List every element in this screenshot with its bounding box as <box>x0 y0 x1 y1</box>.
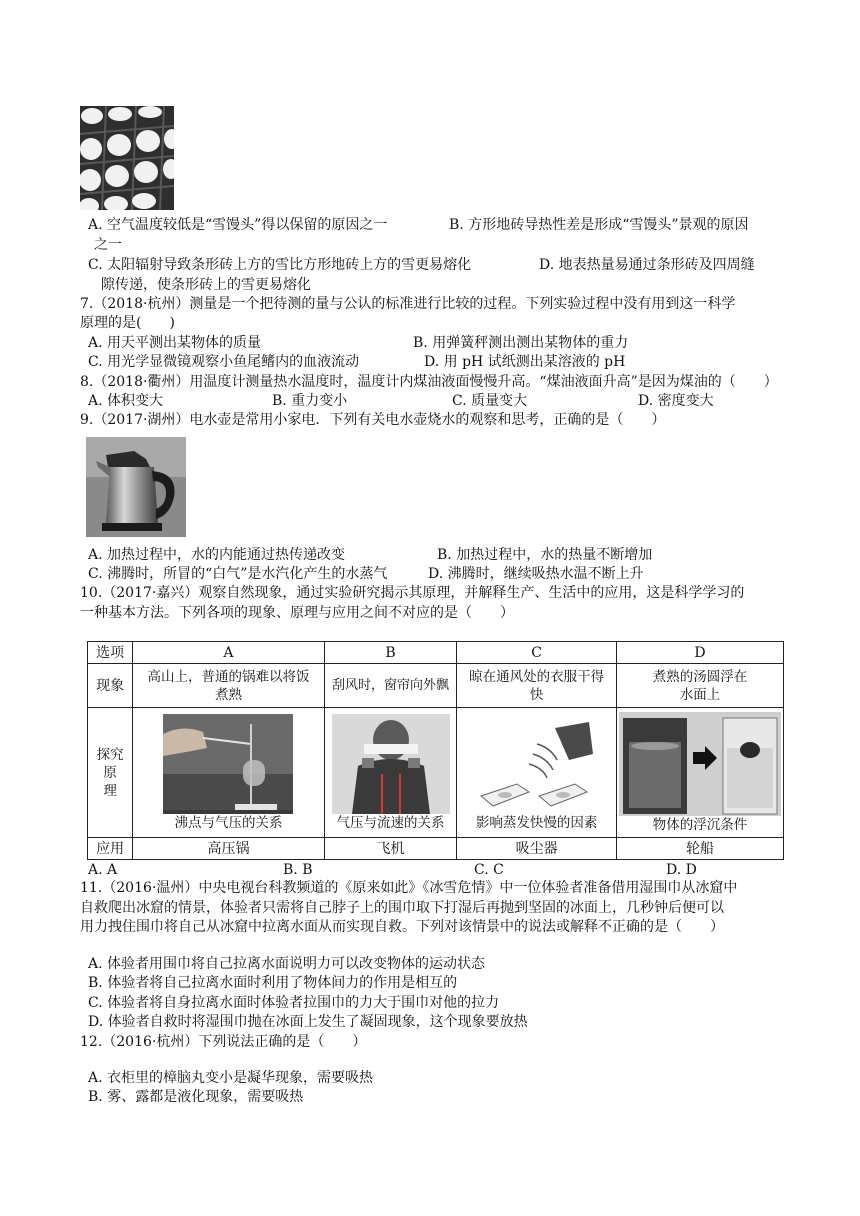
header-option: 选项 <box>88 642 133 664</box>
q10-stem-line1: 10.（2017·嘉兴）观察自然现象，通过实验研究揭示其原理，并解释生产、生活中的应用，这是科学学习的 <box>80 585 745 601</box>
q9-option-b: B. 加热过程中，水的热量不断增加 <box>437 547 653 563</box>
q8-option-a: A. 体积变大 <box>88 393 164 409</box>
phenomenon-c <box>457 664 617 708</box>
blowing-paper-photo <box>332 714 450 814</box>
phenomenon-d-line1: 煮熟的汤圆浮在 <box>652 668 748 685</box>
application-c: 吸尘器 <box>457 838 617 860</box>
q9-stem: 9.（2017·湖州）电水壶是常用小家电．下列有关电水壶烧水的观察和思考，正确的是（ ） <box>80 412 666 428</box>
experiment-table <box>87 641 784 860</box>
q8-option-c: C. 质量变大 <box>452 393 528 409</box>
q9-option-d: D. 沸腾时，继续吸热水温不断上升 <box>428 566 644 582</box>
principle-b-caption: 气压与流速的关系 <box>336 814 445 831</box>
q6-option-c: C. 太阳辐射导致条形砖上方的雪比方形地砖上方的雪更易熔化 <box>88 257 472 273</box>
q9-option-a: A. 加热过程中，水的内能通过热传递改变 <box>88 547 346 563</box>
header-phenomenon: 现象 <box>88 664 133 708</box>
q11-option-d: D. 体验者自救时将湿围巾抛在冰面上发生了凝固现象，这个现象要放热 <box>88 1014 528 1030</box>
application-b: 飞机 <box>324 838 457 860</box>
q9-option-c: C. 沸腾时，所冒的“白气”是水汽化产生的水蒸气 <box>88 566 388 582</box>
q10-option-d: D. D <box>666 862 697 878</box>
q10-option-a: A. A <box>88 862 118 878</box>
q12-stem: 12.（2016·杭州）下列说法正确的是（ ） <box>80 1034 367 1050</box>
q10-option-b: B. B <box>283 862 313 878</box>
snow-pavement-illustration <box>80 106 174 210</box>
phenomenon-d <box>616 664 783 708</box>
column-a: A <box>133 642 324 664</box>
q7-option-b: B. 用弹簧秤测出测出某物体的重力 <box>413 335 629 351</box>
q7-stem-line2: 原理的是( ) <box>80 315 175 331</box>
q7-option-a: A. 用天平测出某物体的质量 <box>88 335 262 351</box>
table-row-application <box>88 838 784 860</box>
q10-option-c: C. C <box>474 862 504 878</box>
phenomenon-c-line1: 晾在通风处的衣服干得 <box>469 668 605 685</box>
q11-option-c: C. 体验者将自身拉离水面时体验者拉围巾的力大于围巾对他的拉力 <box>88 995 500 1011</box>
header-principle-line2: 理 <box>103 782 117 799</box>
evaporation-diagram <box>467 714 607 814</box>
q8-stem: 8.（2018·衢州）用温度计测量热水温度时，温度计内煤油液面慢慢升高。“煤油液面升高”是因为煤油的（ ） <box>80 374 778 390</box>
principle-c <box>457 708 617 838</box>
q7-option-c: C. 用光学显微镜观察小鱼尾鳍内的血液流动 <box>88 354 360 370</box>
application-d: 轮船 <box>616 838 783 860</box>
q11-option-b: B. 体验者将自己拉离水面时利用了物体间力的作用是相互的 <box>88 975 458 991</box>
column-b: B <box>324 642 457 664</box>
phenomenon-c-line2: 快 <box>529 686 544 703</box>
q8-option-d: D. 密度变大 <box>638 393 714 409</box>
q6-option-d-line1: D. 地表热量易通过条形砖及四周缝 <box>539 257 755 273</box>
q12-option-a: A. 衣柜里的樟脑丸变小是凝华现象，需要吸热 <box>88 1070 374 1086</box>
phenomenon-a-line1: 高山上，普通的锅难以将饭 <box>147 668 310 685</box>
phenomenon-a-line2: 煮熟 <box>214 686 242 703</box>
column-c: C <box>457 642 617 664</box>
q6-option-a: A. 空气温度较低是“雪馒头”得以保留的原因之一 <box>88 217 388 233</box>
header-application: 应用 <box>88 838 133 860</box>
table-row-phenomenon <box>88 664 784 708</box>
q11-stem-line1: 11.（2016·温州）中央电视台科教频道的《原来如此》《冰雪危情》中一位体验者准备借用湿围巾从冰窟中 <box>80 880 738 896</box>
principle-a-caption: 沸点与气压的关系 <box>174 814 283 831</box>
principle-d <box>616 708 783 838</box>
electric-kettle-photo <box>86 437 186 537</box>
table-row-principle <box>88 708 784 838</box>
kettle-illustration <box>86 437 186 537</box>
q6-option-d-line2: 隙传递，使条形砖上的雪更易熔化 <box>101 277 311 293</box>
principle-c-caption: 影响蒸发快慢的因素 <box>475 814 598 831</box>
floating-tangyuan-photo <box>619 712 781 816</box>
q8-option-b: B. 重力变小 <box>272 393 348 409</box>
q11-stem-line3: 用力拽住围巾将自己从冰窟中拉离水面从而实现自救。下列对该情景中的说法或解释不正确的是（ ） <box>80 919 724 935</box>
column-d: D <box>616 642 783 664</box>
q10-stem-line2: 一种基本方法。下列各项的现象、原理与应用之间不对应的是（ ） <box>80 605 514 621</box>
phenomenon-a <box>133 664 324 708</box>
principle-a <box>133 708 324 838</box>
phenomenon-d-line2: 水面上 <box>679 686 721 703</box>
q6-option-b: B. 方形地砖导热性差是形成“雪馒头”景观的原因 <box>449 217 749 233</box>
application-a: 高压锅 <box>133 838 324 860</box>
q7-stem-line1: 7.（2018·杭州）测量是一个把待测的量与公认的标准进行比较的过程。下列实验过程中没有用到这一科学 <box>80 296 736 312</box>
boiling-apparatus-photo <box>163 714 293 814</box>
q11-stem-line2: 自救爬出冰窟的情景，体验者只需将自己脖子上的围巾取下打湿后再抛到坚固的冰面上，几秒钟后便可以 <box>80 900 724 916</box>
table-row-options <box>88 642 784 664</box>
header-principle-line1: 探究原 <box>96 746 124 781</box>
q12-option-b: B. 雾、露都是液化现象，需要吸热 <box>88 1089 304 1105</box>
q7-option-d: D. 用 pH 试纸测出某溶液的 pH <box>424 354 626 370</box>
snow-pavement-photo <box>80 106 174 210</box>
header-principle <box>88 708 133 838</box>
principle-d-caption: 物体的浮沉条件 <box>652 816 748 833</box>
principle-b <box>324 708 457 838</box>
q11-option-a: A. 体验者用围巾将自己拉离水面说明力可以改变物体的运动状态 <box>88 956 486 972</box>
phenomenon-b: 刮风时，窗帘向外飘 <box>324 664 457 708</box>
q6-option-b-continued: 之一 <box>94 237 122 253</box>
